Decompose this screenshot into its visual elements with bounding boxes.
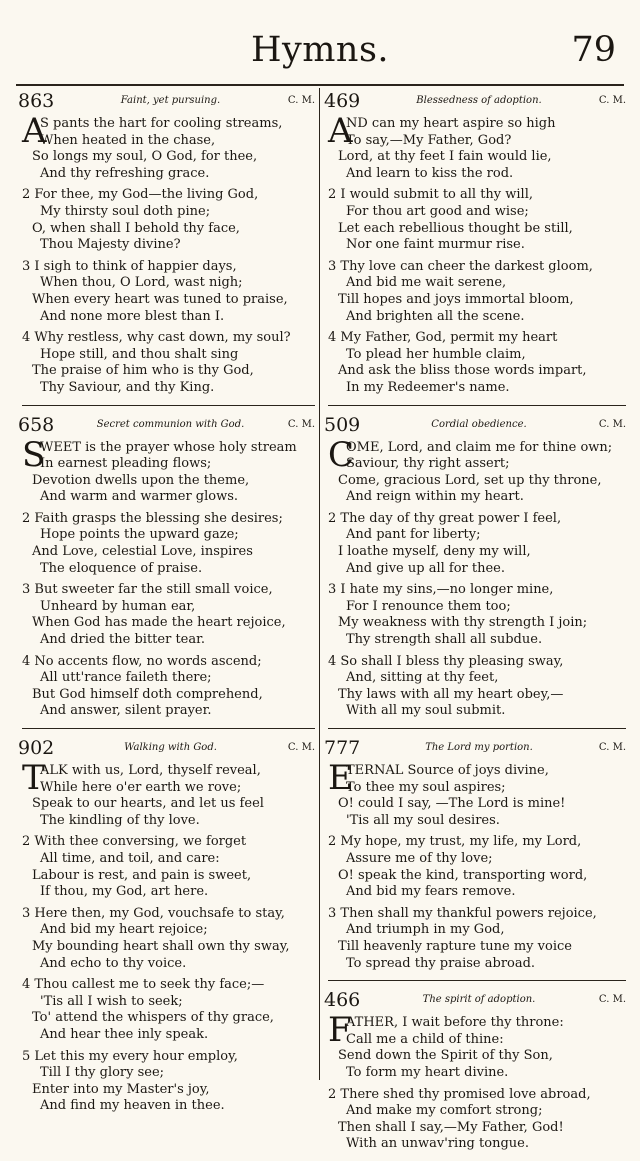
verse-text: When thou, O Lord, wast nigh; xyxy=(40,275,243,291)
hymn-separator xyxy=(328,405,626,406)
verse-line xyxy=(328,1103,626,1120)
verse-text: Thy strength shall all subdue. xyxy=(346,632,543,648)
verse-line xyxy=(328,149,626,166)
verse-text: And bid me wait serene, xyxy=(346,275,507,291)
verse-text: Till hopes and joys immortal bloom, xyxy=(338,291,574,307)
verse-line xyxy=(328,259,626,276)
verse-text: 2 I would submit to all thy will, xyxy=(328,187,534,203)
verse-line xyxy=(328,527,626,544)
drop-cap: A xyxy=(328,111,353,151)
verse-line xyxy=(328,133,626,150)
stanza xyxy=(328,187,626,253)
verse-text: 3 I sigh to think of happier days, xyxy=(22,258,237,274)
stanza xyxy=(22,654,315,720)
stanza xyxy=(22,511,315,577)
hymn xyxy=(18,735,315,1115)
verse-line xyxy=(22,670,315,687)
verse-text: ALK with us, Lord, thyself reveal, xyxy=(40,763,261,778)
hymn xyxy=(18,88,315,397)
verse-text: O! speak the kind, transporting word, xyxy=(338,867,588,883)
verse-text: And reign within my heart. xyxy=(346,489,524,505)
hymn-meter: C. M. xyxy=(598,994,626,1006)
verse-line xyxy=(328,582,626,599)
stanza xyxy=(328,906,626,972)
drop-cap: A xyxy=(22,111,47,151)
drop-cap: F xyxy=(328,1010,352,1051)
verse-line xyxy=(328,309,626,326)
stanza xyxy=(328,758,626,829)
verse-line xyxy=(328,473,626,490)
verse-text: With an unwav'ring tongue. xyxy=(346,1136,529,1152)
hymn-header xyxy=(18,735,315,761)
stanza xyxy=(328,330,626,396)
verse-text: While here o'er earth we rove; xyxy=(40,779,242,795)
verse-line xyxy=(22,780,315,797)
hymn-header xyxy=(324,412,626,438)
verse-line xyxy=(22,237,315,254)
verse-line xyxy=(22,834,315,851)
verse-line xyxy=(328,347,626,364)
verse-line xyxy=(328,868,626,885)
verse-text: OME, Lord, and claim me for thine own; xyxy=(346,439,613,455)
verse-text: 4 Thou callest me to seek thy face;— xyxy=(22,977,265,993)
verse-line xyxy=(22,796,315,813)
hymn-title: Faint, yet pursuing. xyxy=(120,95,221,106)
verse-text: 4 So shall I bless thy pleasing sway, xyxy=(328,653,564,669)
verse-line xyxy=(22,632,315,649)
verse-line xyxy=(328,599,626,616)
verse-line xyxy=(328,796,626,813)
verse-text: And give up all for thee. xyxy=(346,560,505,576)
verse-line xyxy=(328,670,626,687)
verse-text: With all my soul submit. xyxy=(346,703,506,719)
verse-line xyxy=(22,259,315,276)
verse-text: Hope points the upward gaze; xyxy=(40,527,239,543)
verse-line xyxy=(22,544,315,561)
verse-line xyxy=(22,511,315,528)
verse-line xyxy=(22,166,315,183)
verse-line xyxy=(328,939,626,956)
verse-line xyxy=(22,1065,315,1082)
verse-text: Till I thy glory see; xyxy=(40,1065,165,1081)
verse-line xyxy=(328,632,626,649)
verse-line xyxy=(22,868,315,885)
stanza xyxy=(22,758,315,829)
verse-line xyxy=(22,1027,315,1044)
verse-text: And make my comfort strong; xyxy=(346,1103,543,1119)
verse-line xyxy=(22,615,315,632)
verse-line xyxy=(328,456,626,473)
hymn-number: 777 xyxy=(324,737,361,759)
verse-line xyxy=(22,380,315,397)
verse-line xyxy=(22,1010,315,1027)
verse-line xyxy=(22,347,315,364)
hymn-meter: C. M. xyxy=(287,742,315,753)
verse-text: To plead her humble claim, xyxy=(346,346,526,362)
verse-text: All utt'rance faileth there; xyxy=(40,670,212,686)
hymn-number: 902 xyxy=(18,737,55,759)
stanza xyxy=(22,582,315,648)
hymn xyxy=(324,88,626,397)
verse-line xyxy=(22,133,315,150)
verse-text: WEET is the prayer whose holy stream xyxy=(40,439,297,455)
hymn-header xyxy=(324,987,626,1013)
verse-text: And echo to thy voice. xyxy=(40,955,187,971)
hymn-meter: C. M. xyxy=(287,418,315,430)
verse-text: I loathe myself, deny my will, xyxy=(338,544,531,560)
verse-line xyxy=(22,292,315,309)
stanza xyxy=(328,111,626,182)
verse-line xyxy=(328,1032,626,1049)
verse-line xyxy=(22,654,315,671)
verse-text: 3 Then shall my thankful powers rejoice, xyxy=(328,905,597,921)
verse-line xyxy=(22,1049,315,1066)
verse-line xyxy=(22,330,315,347)
hymn-title: Cordial obedience. xyxy=(431,418,527,430)
verse-line xyxy=(22,884,315,901)
verse-line xyxy=(328,703,626,720)
stanza xyxy=(22,906,315,972)
verse-text: Come, gracious Lord, set up thy throne, xyxy=(338,472,602,488)
verse-line xyxy=(328,221,626,238)
verse-text: O, when shall I behold thy face, xyxy=(32,220,240,236)
verse-text: 4 My Father, God, permit my heart xyxy=(328,330,558,346)
running-title: Hymns. xyxy=(250,30,390,70)
verse-line xyxy=(22,687,315,704)
hymn xyxy=(324,735,626,972)
verse-line xyxy=(328,187,626,204)
hymn-meter: C. M. xyxy=(287,95,315,106)
verse-text: Thy laws with all my heart obey,— xyxy=(338,686,564,702)
verse-text: And ask the bliss those words impart, xyxy=(338,363,587,379)
verse-text: 2 Faith grasps the blessing she desires; xyxy=(22,510,283,526)
verse-line xyxy=(22,1082,315,1099)
verse-line xyxy=(328,834,626,851)
verse-line xyxy=(22,363,315,380)
verse-text: 3 But sweeter far the still small voice, xyxy=(22,582,273,598)
hymn xyxy=(324,987,626,1153)
verse-text: And brighten all the scene. xyxy=(346,308,525,324)
verse-line xyxy=(328,906,626,923)
verse-line xyxy=(328,1087,626,1104)
verse-text: And find my heaven in thee. xyxy=(40,1098,225,1114)
verse-line xyxy=(22,906,315,923)
drop-cap: T xyxy=(22,758,45,798)
hymn-title: The spirit of adoption. xyxy=(422,994,536,1006)
verse-text: Labour is rest, and pain is sweet, xyxy=(32,867,252,883)
right-column xyxy=(324,88,626,1161)
hymn-header xyxy=(324,88,626,114)
hymn-separator xyxy=(22,728,315,729)
verse-text: And Love, celestial Love, inspires xyxy=(32,544,253,560)
stanza xyxy=(328,1010,626,1081)
verse-line xyxy=(22,149,315,166)
verse-line xyxy=(328,204,626,221)
left-column xyxy=(18,88,315,1123)
stanza xyxy=(22,1049,315,1115)
verse-text: And pant for liberty; xyxy=(346,527,481,543)
hymn-number: 466 xyxy=(324,989,361,1012)
stanza xyxy=(328,834,626,900)
verse-text: And learn to kiss the rod. xyxy=(346,165,514,181)
verse-text: And, sitting at thy feet, xyxy=(346,670,499,686)
verse-text: Saviour, thy right assert; xyxy=(346,456,510,472)
verse-line xyxy=(328,237,626,254)
verse-text: So longs my soul, O God, for thee, xyxy=(32,149,258,165)
verse-line xyxy=(22,561,315,578)
verse-line xyxy=(22,956,315,973)
verse-line xyxy=(328,489,626,506)
stanza xyxy=(328,582,626,648)
verse-text: My bounding heart shall own thy sway, xyxy=(32,938,290,954)
verse-text: 2 With thee conversing, we forget xyxy=(22,834,247,850)
verse-line xyxy=(22,221,315,238)
verse-line xyxy=(328,654,626,671)
verse-text: And triumph in my God, xyxy=(346,922,505,938)
verse-text: All time, and toil, and care: xyxy=(40,850,220,866)
verse-text: My weakness with thy strength I join; xyxy=(338,615,588,631)
verse-text: Assure me of thy love; xyxy=(346,850,493,866)
hymn-header xyxy=(324,735,626,761)
stanza xyxy=(22,977,315,1043)
hymn-separator xyxy=(328,728,626,729)
verse-line xyxy=(328,292,626,309)
verse-line xyxy=(22,309,315,326)
verse-line xyxy=(328,330,626,347)
hymn-header xyxy=(18,412,315,438)
verse-text: 2 My hope, my trust, my life, my Lord, xyxy=(328,834,582,850)
verse-text: The kindling of thy love. xyxy=(40,812,200,828)
verse-line xyxy=(22,599,315,616)
verse-text: In my Redeemer's name. xyxy=(346,379,510,395)
verse-line xyxy=(328,544,626,561)
hymn xyxy=(324,412,626,721)
running-head xyxy=(0,28,640,76)
verse-text: 3 Here then, my God, vouchsafe to stay, xyxy=(22,905,285,921)
verse-text: The eloquence of praise. xyxy=(40,560,203,576)
verse-text: 4 Why restless, why cast down, my soul? xyxy=(22,330,291,346)
verse-line xyxy=(22,489,315,506)
stanza xyxy=(22,259,315,325)
verse-text: Call me a child of thine: xyxy=(346,1031,504,1047)
verse-line xyxy=(328,922,626,939)
verse-line xyxy=(22,994,315,1011)
verse-text: 2 For thee, my God—the living God, xyxy=(22,187,259,203)
hymn-meter: C. M. xyxy=(598,95,626,106)
verse-text: When heated in the chase, xyxy=(40,132,216,148)
verse-text: 3 I hate my sins,—no longer mine, xyxy=(328,582,554,598)
verse-text: Thou Majesty divine? xyxy=(40,237,181,253)
verse-line xyxy=(328,813,626,830)
verse-text: O! could I say, —The Lord is mine! xyxy=(338,796,566,812)
drop-cap: E xyxy=(328,758,353,798)
hymn-separator xyxy=(328,980,626,981)
header-rule xyxy=(16,84,624,86)
stanza xyxy=(328,1087,626,1153)
verse-line xyxy=(328,780,626,797)
verse-text: My thirsty soul doth pine; xyxy=(40,203,211,219)
verse-text: 4 No accents flow, no words ascend; xyxy=(22,653,262,669)
verse-text: To say,—My Father, God? xyxy=(346,132,512,148)
verse-text: If thou, my God, art here. xyxy=(40,884,209,900)
verse-line xyxy=(22,851,315,868)
verse-line xyxy=(22,939,315,956)
hymn-number: 658 xyxy=(18,413,55,436)
verse-text: When God has made the heart rejoice, xyxy=(32,615,286,631)
verse-text: Hope still, and thou shalt sing xyxy=(40,346,239,362)
verse-line xyxy=(22,1098,315,1115)
verse-text: Lord, at thy feet I fain would lie, xyxy=(338,149,552,165)
verse-line xyxy=(328,851,626,868)
verse-line xyxy=(328,511,626,528)
verse-line xyxy=(328,166,626,183)
verse-text: But God himself doth comprehend, xyxy=(32,686,263,702)
verse-text: And answer, silent prayer. xyxy=(40,703,212,719)
verse-line xyxy=(328,1136,626,1153)
stanza xyxy=(328,434,626,506)
verse-text: Nor one faint murmur rise. xyxy=(346,237,525,253)
verse-text: To form my heart divine. xyxy=(346,1064,509,1080)
verse-text: And thy refreshing grace. xyxy=(40,165,210,181)
stanza xyxy=(328,511,626,577)
verse-text: TERNAL Source of joys divine, xyxy=(346,763,549,778)
verse-text: ATHER, I wait before thy throne: xyxy=(346,1015,564,1031)
verse-line xyxy=(328,1048,626,1065)
verse-text: Speak to our hearts, and let us feel xyxy=(32,796,264,812)
verse-text: And none more blest than I. xyxy=(40,308,225,324)
hymn-meter: C. M. xyxy=(598,418,626,430)
verse-text: 'Tis all I wish to seek; xyxy=(40,993,183,1009)
hymn-number: 469 xyxy=(324,90,361,112)
verse-line xyxy=(22,187,315,204)
verse-text: And bid my fears remove. xyxy=(346,884,516,900)
verse-text: ND can my heart aspire so high xyxy=(346,116,556,131)
verse-text: 2 There shed thy promised love abroad, xyxy=(328,1086,591,1102)
verse-text: And hear thee inly speak. xyxy=(40,1026,209,1042)
verse-line xyxy=(328,687,626,704)
page-number: 79 xyxy=(571,30,616,70)
drop-cap: C xyxy=(328,434,355,475)
verse-text: Enter into my Master's joy, xyxy=(32,1081,210,1097)
verse-text: 'Tis all my soul desires. xyxy=(346,812,500,828)
verse-text: To' attend the whispers of thy grace, xyxy=(32,1010,274,1026)
verse-text: And warm and warmer glows. xyxy=(40,489,239,505)
verse-text: 2 The day of thy great power I feel, xyxy=(328,510,562,526)
verse-line xyxy=(328,615,626,632)
hymn-title: Blessedness of adoption. xyxy=(416,95,542,106)
verse-line xyxy=(328,380,626,397)
verse-text: For thou art good and wise; xyxy=(346,203,529,219)
hymn-title: Walking with God. xyxy=(124,742,217,753)
verse-text: Thy Saviour, and thy King. xyxy=(40,379,215,395)
drop-cap: S xyxy=(22,434,46,475)
verse-text: To thee my soul aspires; xyxy=(346,779,506,795)
verse-text: 3 Thy love can cheer the darkest gloom, xyxy=(328,258,593,274)
verse-line xyxy=(22,275,315,292)
hymn-title: The Lord my portion. xyxy=(425,742,533,753)
stanza xyxy=(22,187,315,253)
hymn-number: 863 xyxy=(18,90,55,112)
stanza xyxy=(22,834,315,900)
stanza xyxy=(22,330,315,396)
verse-line xyxy=(328,1120,626,1137)
verse-line xyxy=(22,582,315,599)
verse-line xyxy=(22,473,315,490)
verse-line xyxy=(22,527,315,544)
verse-text: And dried the bitter tear. xyxy=(40,632,206,648)
verse-text: S pants the hart for cooling streams, xyxy=(40,116,283,131)
verse-line xyxy=(22,813,315,830)
verse-text: Send down the Spirit of thy Son, xyxy=(338,1048,553,1064)
verse-line xyxy=(328,1065,626,1082)
verse-text: When every heart was tuned to praise, xyxy=(32,291,288,307)
hymn xyxy=(18,412,315,721)
hymn-header xyxy=(18,88,315,114)
hymn-title: Secret communion with God. xyxy=(96,418,245,430)
verse-text: For I renounce them too; xyxy=(346,598,511,614)
verse-text: And bid my heart rejoice; xyxy=(40,922,208,938)
verse-line xyxy=(22,204,315,221)
verse-text: Then shall I say,—My Father, God! xyxy=(338,1119,564,1135)
verse-text: Devotion dwells upon the theme, xyxy=(32,472,250,488)
verse-text: Let each rebellious thought be still, xyxy=(338,220,573,236)
verse-text: 5 Let this my every hour employ, xyxy=(22,1048,238,1064)
verse-line xyxy=(22,977,315,994)
verse-line xyxy=(22,703,315,720)
verse-line xyxy=(328,884,626,901)
column-divider xyxy=(319,88,320,1080)
verse-line xyxy=(328,275,626,292)
verse-line xyxy=(22,456,315,473)
verse-line xyxy=(328,956,626,973)
verse-text: To spread thy praise abroad. xyxy=(346,955,536,971)
verse-line xyxy=(328,561,626,578)
verse-line xyxy=(328,363,626,380)
verse-line xyxy=(22,922,315,939)
stanza xyxy=(328,259,626,325)
hymn-separator xyxy=(22,405,315,406)
verse-text: In earnest pleading flows; xyxy=(40,456,212,472)
stanza xyxy=(22,434,315,506)
verse-text: The praise of him who is thy God, xyxy=(32,363,254,379)
hymn-number: 509 xyxy=(324,413,361,436)
verse-text: Unheard by human ear, xyxy=(40,598,196,614)
hymn-meter: C. M. xyxy=(598,742,626,753)
stanza xyxy=(328,654,626,720)
verse-text: Till heavenly rapture tune my voice xyxy=(338,938,572,954)
stanza xyxy=(22,111,315,182)
